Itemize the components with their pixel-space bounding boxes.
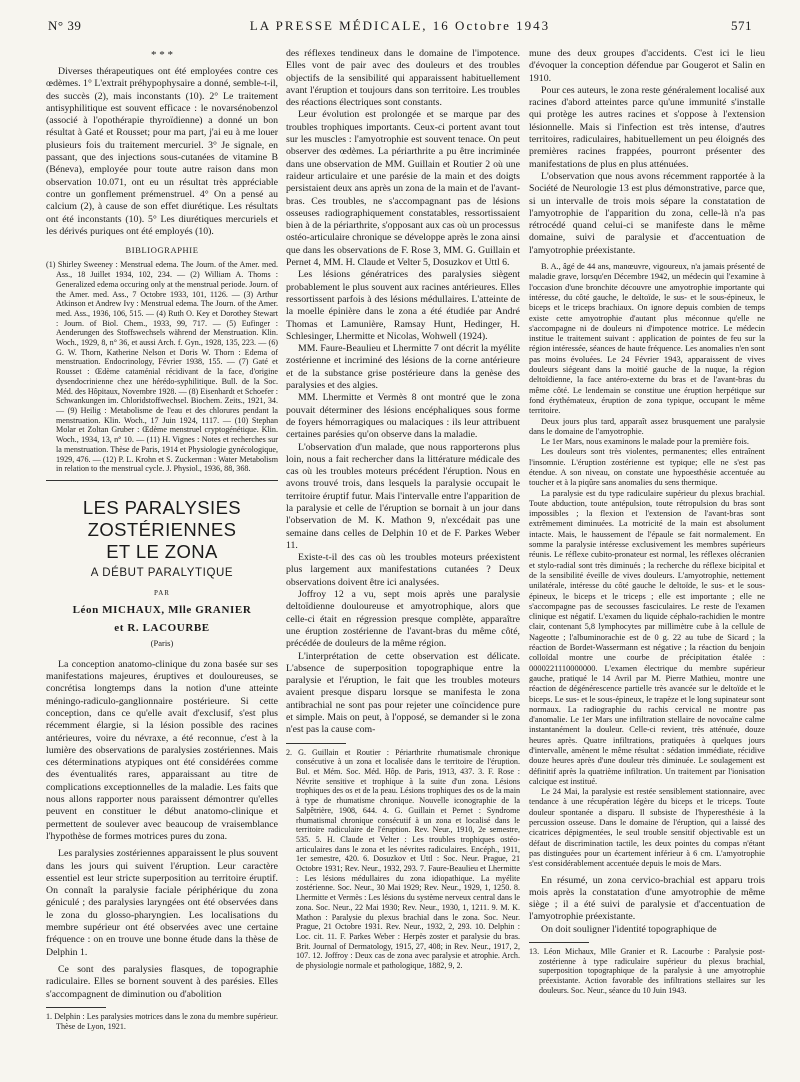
page-number: 571: [731, 18, 752, 33]
paragraph: MM. Faure-Beaulieu et Lhermitte 7 ont décrit la myélite zostérienne et incriminé des lésions de la corne antérieure et de la substance grise postérieure dans la genèse des paralysies et des algies.: [286, 343, 520, 392]
page-header: [48, 18, 752, 40]
observation-paragraph: Les douleurs sont très violentes, permanentes; elles entraînent l'insomnie. L'éruption zostérienne est typique; elle ne s'est pas étendue. A son niveau, on constate une hypoesthésie accentuée au toucher et à la piqûre sans anomalies du sens thermique.: [529, 447, 765, 488]
paragraph: MM. Lhermitte et Vermès 8 ont montré que le zona pouvait déterminer des lésions encéphaliques sous forme de foyers hémorragiques ou malaciques : ils leur attribuent certaines parésies qu'on observe dans la maladie.: [286, 392, 520, 441]
paragraph: Les paralysies zostériennes apparaissent le plus souvent dans les jours qui suivent l'éruption. Leur caractère essentiel est leur stricte superposition au territoire éruptif. On connaît la paralysie faciale périphérique du zona géniculé ; des paralysies laryngées ont été observées dans le zona du glosso-pharyngien. Les localisations du membre supérieur ont été observées avec une certaine fréquence : on en trouve une bonne étude dans la thèse de Delphin 1.: [46, 848, 278, 958]
paragraph: En résumé, un zona cervico-brachial est apparu trois mois après la constatation d'une amyotrophie de même siège ; il a été suivi de paralysie et d'accentuation de l'amyotrophie préexistante.: [529, 874, 765, 923]
section-separator: * * *: [151, 49, 173, 61]
by-label: PAR: [154, 589, 170, 598]
paragraph: Joffroy 12 a vu, sept mois après une paralysie deltoïdienne douloureuse et amyotrophique, alors que celle-ci était en régression presque complète, apparaître une éruption zostérienne de l'avant-bras du même côté, précédée de douleurs de la même région.: [286, 589, 520, 650]
paragraph: mune des deux groupes d'accidents. C'est ici le lieu d'évoquer la conception défendue par Gougerot et Salin en 1910.: [529, 48, 765, 84]
journal-title: LA PRESSE MÉDICALE, 16 Octobre 1943: [249, 18, 551, 33]
footnote: 2. G. Guillain et Routier : Périarthrite rhumatismale chronique consécutive à un zona et localisée dans le territoire de l'éruption. Bul. et Mém. Soc. Méd. Hôp. de Paris, 1913, 437. 3. F. Rose : Névrite sensitive et trophique à la suite d'un zona. Lésions trophiques des os et de la peau. Lésions trophiques des os de la main à type de rhumatisme chronique. Nouvelle iconographie de la Salpêtrière, 1908, 644. 4. G. Guillain et Pernet : Syndrome rhumatismal chronique consécutif à un zona et localisé dans le territoire radiculaire de l'éruption. Rev. Neur., 1910, 2e semestre, 535. 5. H. Claude et Velter : Les troubles trophiques ostéo-articulaires dans le zona et les névrites radiculaires. Encéph., 1911, 1er semestre, 420. 6. Dosuzkov et Uttl : Soc. Neur. Prague, 21 Octobre 1931; Rev. Neur., 1932, 293. 7. Faure-Beaulieu et Lhermitte : Les lésions médullaires du zona idiopathique. La myélite zostérienne. Soc. Neur., 30 Mai 1929; Rev. Neur., 1929, 1, 1250. 8. Lhermitte et Vermès : Les lésions du système nerveux central dans le zona. Soc. Neur., 22 Mai 1930; Rev. Neur., 1930, 1, 1211. 9. M. K. Mathon : Paralysie du plexus brachial dans le zona. Soc. Neur. Prague, 21 Octobre 1931. Rev. Neur., 1932, 2, 293. 10. Delphin : Loc. cit. 11. F. Parkes Weber : Herpès zoster et paralysie du bras. Brit. Journal of Dermatology, 1915, 27, 408; in Rev. Neur., 1917, 2, 107. 12. Joffroy : Deux cas de zona avec paralysie et atrophie. Arch. de physiologie normale et pathologique, 1882, 9, 2.: [286, 747, 520, 971]
footnotes: [529, 947, 765, 996]
article-title-line-1: LES PARALYSIES ZOSTÉRIENNES: [82, 496, 242, 540]
paragraph: Pour ces auteurs, le zona reste généralement localisé aux racines d'abord atteintes parce qu'une immunité s'installe qui protège les autres racines et s'oppose à l'extension lésionnelle. Mais si l'infection est très intense, d'autres territoires, radiculaires, habituellement un peu éloignés des premières racines frappées, pourront présenter des manifestations de plus en plus atténuées.: [529, 84, 765, 170]
footnotes: [286, 748, 520, 971]
paragraph: On doit souligner l'identité topographique de: [541, 923, 717, 935]
divider: [46, 480, 278, 481]
observation-paragraph: Le 24 Mai, la paralysie est restée sensiblement stationnaire, avec tendance à une récupération légère du biceps et le triceps. Toute douleur spontanée a disparu. Il subsiste de l'hyperesthésie à la percussion osseuse. Dans le domaine de l'éruption, qui a laissé des cicatrices dépigmentées, le seul trouble sensitif objectivable est un défaut de discrimination tactile, les deux pointes du compas n'étant pas distinguées pour un écartement inférieur à 6 cm. L'amyotrophie s'est considérablement accentuée depuis le mois de Mars.: [529, 787, 765, 869]
bibliography: [46, 260, 278, 473]
author-location: (Paris): [150, 637, 174, 648]
bibliography-text: (1) Shirley Sweeney : Menstrual edema. The Journ. of the Amer. med. Ass., 18 Juillet 1934, 102, 234. — (2) William A. Thoms : Generalized edema occuring only at the menstrual periode. Journ. of the Amer. med. Ass., 7 Octobre 1933, 101, 1126. — (3) Arthur Atkinson et Andrew Ivy : Menstrual edema. The Journ. of the Amer. med. Ass., 1936, 106, 515. — (4) Ruth O. Key et Dorothey Stewart : Journ. of Biol. Chem., 1933, 99, 717. — (5) Eufinger : Aenderungen des Stoffswechsels während der Menstruation. Klin. Woch., 1929, 8, n° 36, et aussi Arch. f. Gyn., 1928, 135, 223. — (6) G. W. Thorn, Katherine Nelson et Doris W. Thorn : Edema of menstruation. Endocrinology, Février 1938, 155. — (7) Gaté et Rousset : Œdème cataménial récidivant de la face, d'origine dysendocrinienne chez une hérédo-syphilitique. Bull. de la Soc. Méd. des Hôpitaux, Novembre 1928. — (8) Eisenhardt et Schoefer : Schwankungen im. Chloridstoffwechsel. Biochem. Zeits., 1921, 34. — (9) Heilig : Metabolisme de l'eau et des chlorures pendant la menstruation. Klin. Woch., 17 Juin 1924, 1117. — (10) Stephan Molar et Zoltan Gruber : Œdème menstruel cryptogénétique. Klin. Woch., 1934, 13, n° 10. — (11) H. Vignes : Notes et recherches sur la menstruation. Thèse de Paris, 1914 et Physiologie gynécologique, 1929, 476. — (12) P. L. Krohn et S. Zuckerman : Water Metabolism in relation to the menstrual cycle. J. Physiol., 1936, 88, 368.: [46, 260, 278, 474]
authors-line-2: et R. LACOURBE: [114, 621, 210, 634]
paragraph: Les lésions génératrices des paralysies siègent probablement le plus souvent aux racines antérieures. Elles ressortissent parfois à des lésions médullaires. L'atteinte de la moelle épinière dans le zona a été étudiée par André Thomas et Lamunière, Ramsay Hunt, Hedinger, H. Schlesinger, Lhermitte et Nicolas, Wohwell (1924).: [286, 269, 520, 342]
article-title-line-2: ET LE ZONA: [106, 540, 218, 562]
paragraph: La conception anatomo-clinique du zona basée sur ses manifestations majeures, éruptives et douloureuses, se concrétisa longtemps dans la notion d'une atteinte méningo-radiculo-ganglionnaire postérieure. Si cette conception, dans ce qu'elle avait d'exclusif, s'est plus récemment élargie, si la lésion possible des racines antérieures, voire du névraxe, a été reconnue, c'est à la lumière des observations de paralysies zostériennes. Mais ces déterminations atypiques ont été considérées comme des éventualités rares, apparaissant au titre de complications exceptionnelles de la maladie. Les faits que nous allons rapporter nous paraissent démontrer qu'elles peuvent en constituer le début anatomo-clinique et permettent de soulever avec beaucoup de vraisemblance l'hypothèse de formes motrices pures du zona.: [46, 658, 278, 842]
footnotes: [46, 1012, 278, 1031]
article-heading: [46, 497, 278, 649]
article-subtitle: A DÉBUT PARALYTIQUE: [90, 566, 234, 579]
issue-number: N° 39: [48, 18, 82, 33]
column-right: [529, 48, 765, 1068]
footnote-rule: [529, 942, 589, 943]
paragraph: Leur évolution est prolongée et se marque par des troubles trophiques importants. Ceux-ci portent avant tout sur les muscles : l'amyotrophie est souvent tenace. On peut observer des œdèmes. La périarthrite a pu être incriminée dans une observation de MM. Guillain et Routier 2 où une raideur articulaire et une parésie de la main et des doigts persistaient deux ans après un zona de la main et de l'avant-bras. Ces troubles, ne s'accompagnant pas de lésions osseuses radiographiquement constatables, ressortissaient bien à de la périarthrite, s'opposant aux cas où un processus ostéo-articulaire chronique se développe après le zona ainsi que dans les observations de F. Rose 3, MM. G. Guillain et Pernet 4, MM. H. Claude et Velter 5, Dosuzkov et Uttl 6.: [286, 109, 520, 269]
bibliography-title: BIBLIOGRAPHIE: [125, 245, 199, 256]
column-middle: [286, 48, 520, 1068]
paragraph: Ce sont des paralysies flasques, de topographie radiculaire. Elles se bornent souvent à des parésies. Elles s'accompagnent de diminution ou d'abolition: [46, 963, 278, 1000]
footnote: 1. Delphin : Les paralysies motrices dans le zona du membre supérieur. Thèse de Lyon, 1921.: [46, 1011, 278, 1031]
paragraph: L'observation que nous avons récemment rapportée à la Société de Neurologie 13 est plus démonstrative, parce que, si un intervalle de trois mois sépare la constatation de l'amyotrophie de l'apparition du zona, celle-là n'a pas rétrocédé quand celui-ci se manifeste dans le même domaine, suivi de paralysie et d'accentuation de l'amyotrophie préexistante.: [529, 170, 765, 256]
column-left: [46, 48, 278, 1068]
paragraph: Diverses thérapeutiques ont été employées contre ces œdèmes. 1° L'extrait préhypophysaire a donné, semble-t-il, des succès (2), mais inconstants (10). 2° Le traitement antisyphilitique est souvent efficace : le novarsénobenzol (associé à l'opothérapie thyroïdienne) a donné un bon résultat à Gaté et Rousset; pour ma part, j'ai eu à me louer plusieurs fois du traitement mercuriel. 3° Je signale, en passant, que des injections sous-cutanées de vitamine B (Béneva), employée pour toute autre raison dans mon observation 10.071, ont eu un résultat très appréciable contre un gonflement prémenstruel. 4° On a pensé au calcium (2), à cause de son effet diurétique. Les résultats ont été inconstants (10). 5° Les diurétiques mercuriels et les dérivés puriques ont été employés (10).: [46, 66, 278, 237]
observation-paragraph: La paralysie est du type radiculaire supérieur du plexus brachial. Toute abduction, toute antépulsion, toute rétropulsion du bras sont impossibles ; la flexion et l'extension de l'avant-bras sont extrêmement diminuées. La motricité de la main est absolument intacte. Mais, le haussement de l'épaule se fait normalement. En somme la paralysie intéresse exclusivement les membres supérieurs réunis. Le réflexe cubito-pronateur est normal, les réflexes olécranien et stylo-radial sont très diminués ; la recherche du réflexe bicipital et de la sensibilité éveille de vives douleurs. L'amyotrophie, nettement unilatérale, intéresse du côté gauche le deltoïde, le sus- et le sous-épineux, le biceps et le triceps ; elle est importante ; elle ne s'accompagne pas de secousses fasciculaires. Le reste de l'examen clinique est négatif. L'examen du liquide céphalo-rachidien le montre clair, contenant 5,8 lymphocytes par millimètre cube à la cellule de Nageotte ; l'albuminorachie est de 0 g. 22 au tube de Sicard ; la réaction de Bordet-Wassermann est négative ; la réaction du benjoin colloïdal montre une courbe de précipitation étalée : 0000221110000000. L'examen électrique du membre supérieur gauche, pratiqué le 14 Avril par M. Pierre Mathieu, montre une réaction de dégénérescence partielle très avancée sur le deltoïde et le biceps. Le sus- et le sous-épineux, le trapèze et le long supinateur sont normaux. La radiographie du rachis cervical ne montre pas d'anomalie. Le 1er Mars une infiltration stellaire de novocaïne calme instantanément la douleur. Celle-ci revient, très atténuée, douze heures après. Quatre infiltrations, pratiquées à quelques jours d'intervalle, amènent le même résultat : sédation immédiate, récidive douze heures après d'une douleur très diminuée. Le soulagement est définitif après la quatrième infiltration. Un traitement par l'ionisation calcique est institué.: [529, 488, 765, 786]
observation-paragraph: Le 1er Mars, nous examinons le malade pour la première fois.: [541, 437, 749, 447]
paragraph: des réflexes tendineux dans le domaine de l'impotence. Elles vont de pair avec des douleurs et des troubles objectifs de la sensibilité qui apparaissent habituellement avant l'éruption et toujours dans son territoire. Les troubles des réactions électriques sont constants.: [286, 48, 520, 109]
footnote-rule: [46, 1007, 106, 1008]
footnote-rule: [286, 743, 346, 744]
authors-line-1: Léon MICHAUX, Mlle GRANIER: [72, 603, 252, 616]
paragraph: Existe-t-il des cas où les troubles moteurs préexistent plus largement aux manifestations cutanées ? Deux observations doivent être ici analysées.: [286, 552, 520, 588]
footnote: 13. Léon Michaux, Mlle Granier et R. Lacourbe : Paralysie post-zostérienne à type radiculaire supérieur du plexus brachial, superposition topographique de la paralysie à une amyotrophie préexistante. Action favorable des infiltrations stellaires sur les douleurs. Soc. Neur., séance du 10 Juin 1943.: [529, 947, 765, 995]
case-observation: [529, 262, 765, 870]
paragraph: L'observation d'un malade, que nous rapporterons plus loin, nous a fait rechercher dans la littérature médicale des cas où les troubles moteurs précédent l'éruption. Nous en avons trouvé trois, dans lesquels la paralysie occupait le territoire éruptif futur. Mais l'intervalle entre l'apparition de la paralysie et celle de l'éruption se bornait à un jour dans l'observation de M. K. Mathon 9, n'excédait pas une semaine dans celles de Delphin 10 et de F. Parkes Weber 11.: [286, 441, 520, 551]
observation-paragraph: B. A., âgé de 44 ans, manœuvre, vigoureux, n'a jamais présenté de maladie grave, lorsqu'en Décembre 1942, un médecin qui l'examine à l'occasion d'une bronchite découvre une amyotrophie importante qui intéresse, du côté gauche, le deltoïde, le sus- et le sous-épineux, le biceps et le triceps brachiaux. On ignore depuis combien de temps existe cette amyotrophie d'autant plus méconnue qu'elle ne s'accompagne ni de douleurs ni d'impotence motrice. Le médecin institue le traitement suivant : application de pointes de feu sur la région intéressée, séances de haute fréquence. Les anomalies n'en sont pas moins évoluées. Le 24 Février 1943, apparaissent de vives douleurs siégeant dans la moitié gauche de la nuque, la région deltoïdienne, la face antéro-externe du bras et de l'avant-bras du même côté. Le lendemain se constitue une éruption herpétique sur fond érythémateux, éruption de zona typique, occupant le même territoire.: [529, 262, 765, 416]
observation-paragraph: Deux jours plus tard, apparaît assez brusquement une paralysie dans le domaine de l'amyotrophie.: [529, 416, 765, 436]
paragraph: L'interprétation de cette observation est délicate. L'absence de superposition topographique entre la paralysie et l'éruption, le fait que les troubles moteurs avaient presque disparu lorsque se manifesta le zona antibrachial ne sont pas pour rejeter une coïncidence pure et simple. Mais on peut, à l'opposé, se demander si le zona n'est pas la cause com-: [286, 650, 520, 736]
